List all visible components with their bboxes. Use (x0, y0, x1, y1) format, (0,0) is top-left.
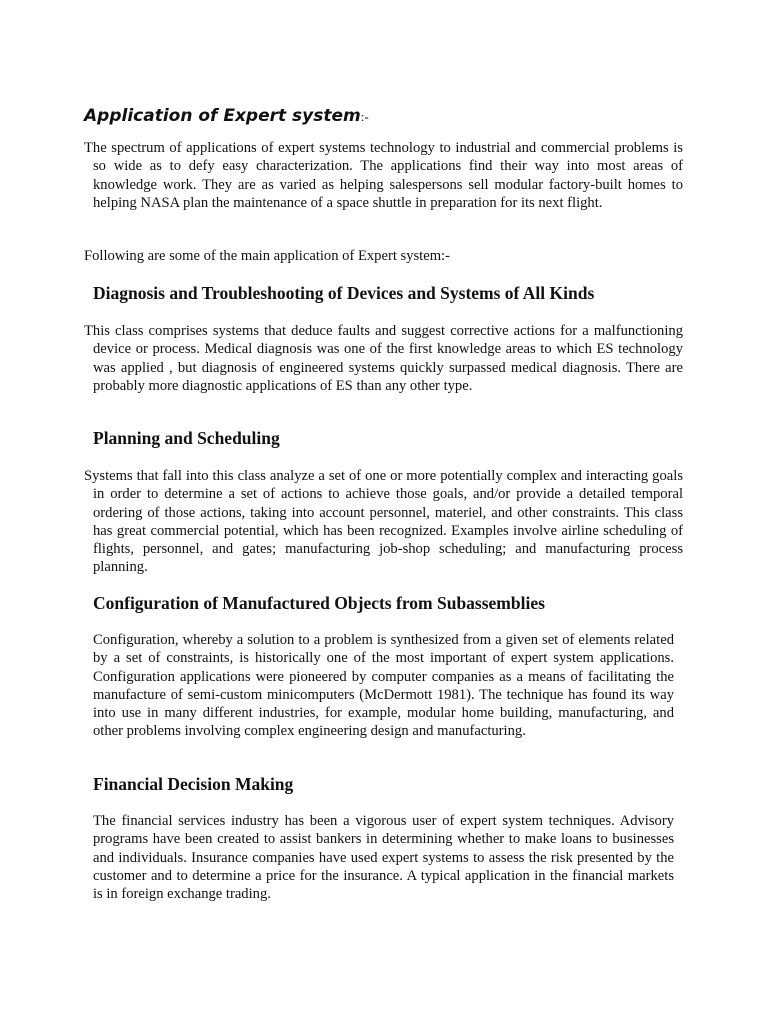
section-body-financial: The financial services industry has been a vigorous user of expert system techniques. Advisory programs have been created to assist bankers in determining whether to make loans to businesses and individuals. Insurance companies have used expert systems to assess the risk presented by the customer and to determine a price for the insurance. A typical application in the financial markets is in foreign exchange trading. (93, 813, 674, 903)
document-title-suffix: :- (360, 109, 369, 124)
section-heading-diagnosis: Diagnosis and Troubleshooting of Devices and Systems of All Kinds (93, 283, 595, 303)
section-heading-planning: Planning and Scheduling (93, 428, 280, 448)
lead-in-paragraph: Following are some of the main application of Expert system:- (84, 248, 450, 264)
document-title-text: Application of Expert system (84, 106, 361, 126)
section-body-configuration: Configuration, whereby a solution to a problem is synthesized from a given set of elements related by a set of constraints, is historically one of the most important of expert system applications. Configuration applications were pioneered by computer companies as a means of facilitating the manufacture of semi-custom minicomputers (McDermott 1981). The technique has found its way into use in many different industries, for example, modular home building, manufacturing, and other problems involving complex engineering design and manufacturing. (93, 632, 674, 740)
document-title (84, 92, 369, 129)
section-heading-financial: Financial Decision Making (93, 774, 294, 794)
section-body-diagnosis: This class comprises systems that deduce faults and suggest corrective actions for a malfunctioning device or process. Medical diagnosis was one of the first knowledge areas to which ES technology was applied , but diagnosis of engineered systems quickly surpassed medical diagnosis. There are probably more diagnostic applications of ES than any other type. (84, 323, 683, 394)
section-body-planning: Systems that fall into this class analyze a set of one or more potentially complex and interacting goals in order to determine a set of actions to achieve those goals, and/or provide a detailed temporal ordering of those actions, taking into account personnel, materiel, and other constraints. This class has great commercial potential, which has been recognized. Examples involve airline scheduling of flights, personnel, and gates; manufacturing job-shop scheduling; and manufacturing process planning. (84, 468, 683, 576)
section-heading-configuration: Configuration of Manufactured Objects from Subassemblies (93, 593, 545, 613)
intro-paragraph: The spectrum of applications of expert systems technology to industrial and commercial problems is so wide as to defy easy characterization. The applications find their way into most areas of knowledge work. They are as varied as helping salespersons sell modular factory-built homes to helping NASA plan the maintenance of a space shuttle in preparation for its next flight. (84, 140, 683, 211)
